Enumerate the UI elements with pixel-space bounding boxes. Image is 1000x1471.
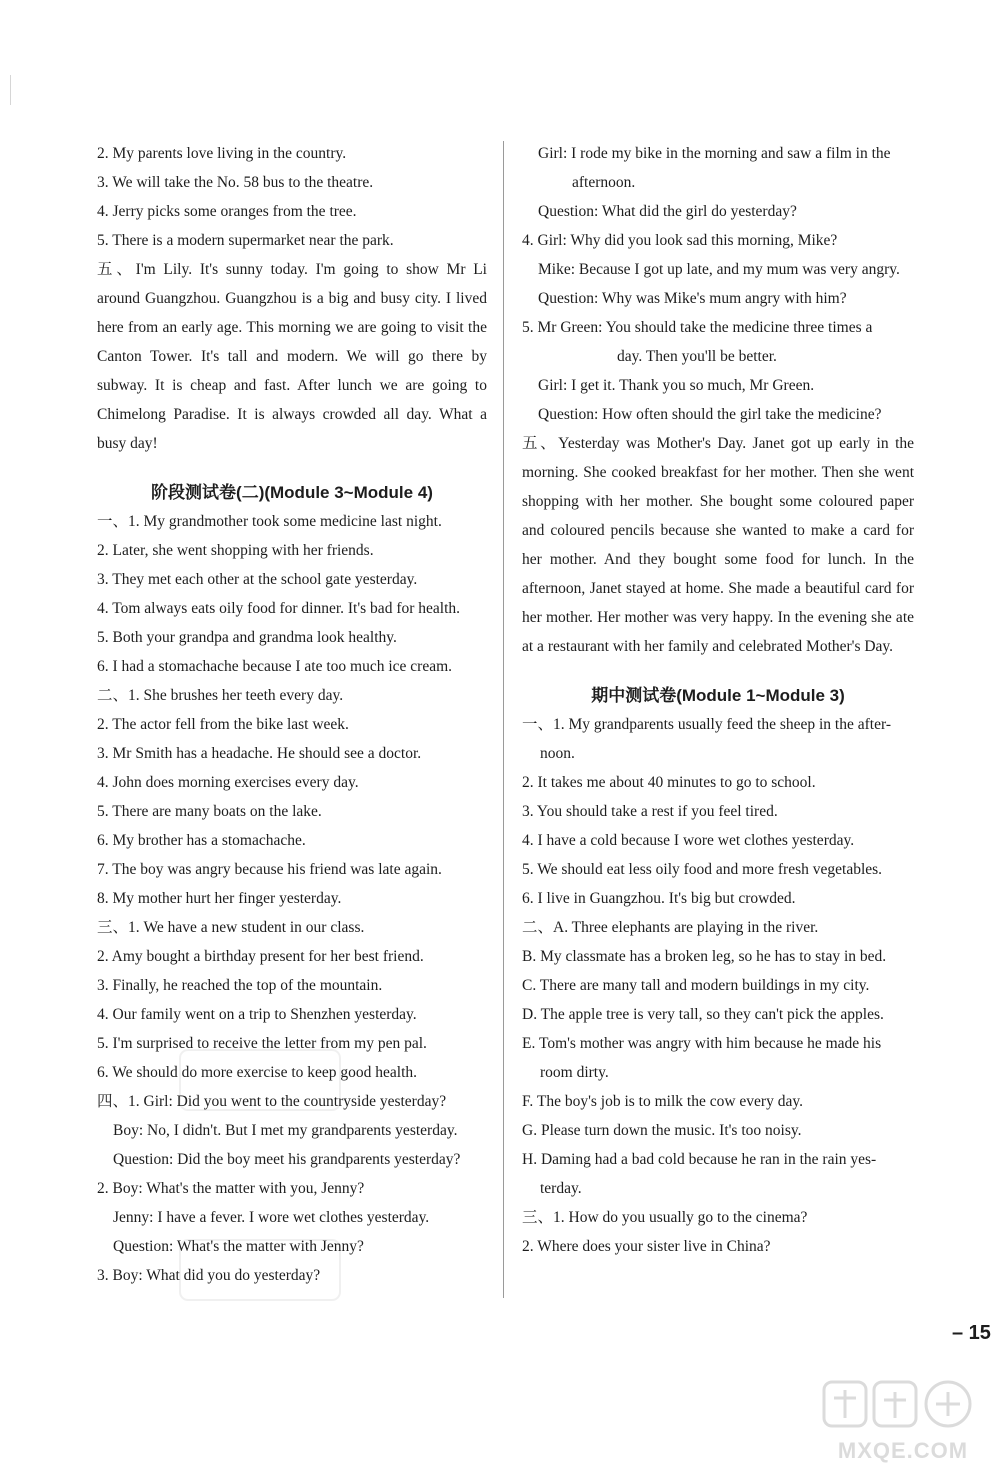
answer-line: Question: How often should the girl take the medicine?	[538, 406, 882, 423]
answer-line: 2. Where does your sister live in China?	[522, 1238, 771, 1255]
answer-line: Girl: I get it. Thank you so much, Mr Green.	[538, 377, 815, 394]
answer-line: 三、1. We have a new student in our class.	[97, 919, 365, 936]
answer-line: 5. There are many boats on the lake.	[97, 803, 322, 820]
answer-line: 3. You should take a rest if you feel tired.	[522, 803, 778, 820]
answer-line: 4. Tom always eats oily food for dinner. It's bad for health.	[97, 600, 461, 617]
answer-line: 2. Later, she went shopping with her friends.	[97, 542, 374, 559]
answer-line: day. Then you'll be better.	[617, 348, 777, 365]
answer-line: F. The boy's job is to milk the cow every day.	[522, 1093, 803, 1110]
answer-line: 一、1. My grandparents usually feed the sheep in the after-	[522, 716, 891, 733]
answer-line: Question: What did the girl do yesterday?	[538, 203, 797, 220]
answer-line: 6. I had a stomachache because I ate too much ice cream.	[97, 658, 453, 675]
answer-line: 2. The actor fell from the bike last week.	[97, 716, 349, 733]
answer-line: 5. Both your grandpa and grandma look healthy.	[97, 629, 397, 646]
answer-line: 二、A. Three elephants are playing in the river.	[522, 919, 819, 936]
site-logo-watermark	[818, 1378, 988, 1468]
column-divider	[503, 141, 504, 1298]
answer-line: 6. I live in Guangzhou. It's big but crowded.	[522, 890, 796, 907]
section-heading-midterm-test: 期中测试卷(Module 1~Module 3)	[591, 686, 845, 705]
answer-line: Question: Did the boy meet his grandparents yesterday?	[113, 1151, 461, 1168]
answer-line: Mike: Because I got up late, and my mum was very angry.	[538, 261, 900, 278]
answer-line: 3. Boy: What did you do yesterday?	[97, 1267, 321, 1284]
answer-line: room dirty.	[540, 1064, 609, 1081]
answer-line: Question: What's the matter with Jenny?	[113, 1238, 364, 1255]
answer-line: Girl: I rode my bike in the morning and saw a film in the	[538, 145, 891, 162]
answer-line: 3. Finally, he reached the top of the mountain.	[97, 977, 383, 994]
answer-line: 8. My mother hurt her finger yesterday.	[97, 890, 342, 907]
answer-line: terday.	[540, 1180, 582, 1197]
answer-line: 7. The boy was angry because his friend was late again.	[97, 861, 442, 878]
answer-line: H. Daming had a bad cold because he ran in the rain yes-	[522, 1151, 877, 1168]
answer-line: 5. Mr Green: You should take the medicine three times a	[522, 319, 873, 336]
answer-line: G. Please turn down the music. It's too noisy.	[522, 1122, 802, 1139]
answer-line: 6. My brother has a stomachache.	[97, 832, 306, 849]
answer-line: E. Tom's mother was angry with him because he made his	[522, 1035, 882, 1052]
answer-line: D. The apple tree is very tall, so they can't pick the apples.	[522, 1006, 884, 1023]
answer-line: 5. We should eat less oily food and more fresh vegetables.	[522, 861, 883, 878]
answer-line: 6. We should do more exercise to keep good health.	[97, 1064, 418, 1081]
page-number: – 15	[952, 1322, 991, 1344]
answer-line: 3. We will take the No. 58 bus to the theatre.	[97, 174, 374, 191]
right-column	[522, 139, 914, 1261]
answer-line: 三、1. How do you usually go to the cinema?	[522, 1209, 808, 1226]
answer-line: 4. I have a cold because I wore wet clothes yesterday.	[522, 832, 855, 849]
answer-line: 一、1. My grandmother took some medicine last night.	[97, 513, 442, 530]
answer-line: 4. John does morning exercises every day.	[97, 774, 359, 791]
section-five-passage: 五、I'm Lily. It's sunny today. I'm going to show Mr Li around Guangzhou. Guangzhou is a big and busy city. I lived here from an early age. This morning we are going to visit the Canton Tower. It's tall and modern. We will go there by subway. It is cheap and fast. After lunch we are going to Chimelong Paradise. It is always crowded all day. What a busy day!	[97, 261, 487, 452]
answer-line: 5. I'm surprised to receive the letter from my pen pal.	[97, 1035, 427, 1052]
answer-line: 2. Amy bought a birthday present for her best friend.	[97, 948, 424, 965]
answer-line: noon.	[540, 745, 575, 762]
answer-line: 3. They met each other at the school gate yesterday.	[97, 571, 418, 588]
answer-line: 5. There is a modern supermarket near the park.	[97, 232, 394, 249]
answer-line: 2. It takes me about 40 minutes to go to school.	[522, 774, 816, 791]
answer-line: 4. Our family went on a trip to Shenzhen yesterday.	[97, 1006, 417, 1023]
page-edge-mark	[10, 75, 11, 105]
answer-line: B. My classmate has a broken leg, so he has to stay in bed.	[522, 948, 887, 965]
watermark-site-text: MXQE.COM	[837, 1438, 969, 1463]
answer-line: Jenny: I have a fever. I wore wet clothes yesterday.	[113, 1209, 430, 1226]
faint-stamp-watermark	[160, 1040, 360, 1320]
answer-line: 4. Girl: Why did you look sad this morning, Mike?	[522, 232, 838, 249]
answer-line: 4. Jerry picks some oranges from the tree.	[97, 203, 357, 220]
section-heading-stage-test-2: 阶段测试卷(二)(Module 3~Module 4)	[151, 483, 433, 502]
answer-line: 3. Mr Smith has a headache. He should see a doctor.	[97, 745, 422, 762]
answer-line: 四、1. Girl: Did you went to the countryside yesterday?	[97, 1093, 447, 1110]
answer-line: C. There are many tall and modern buildings in my city.	[522, 977, 870, 994]
section-five-passage: 五、Yesterday was Mother's Day. Janet got up early in the morning. She cooked breakfast for her mother. Then she went shopping with her mother. She bought some coloured paper and coloured pencils because she wanted to make a card for her mother. And they bought some food for lunch. In the afternoon, Janet stayed at home. She made a beautiful card for her mother. Her mother was very happy. In the evening she ate at a restaurant with her family and celebrated Mother's Day.	[522, 435, 914, 655]
answer-line: 2. Boy: What's the matter with you, Jenny?	[97, 1180, 365, 1197]
answer-line: Question: Why was Mike's mum angry with him?	[538, 290, 847, 307]
answer-line: 2. My parents love living in the country.	[97, 145, 347, 162]
answer-line: afternoon.	[572, 174, 636, 191]
answer-line: Boy: No, I didn't. But I met my grandparents yesterday.	[113, 1122, 458, 1139]
answer-line: 二、1. She brushes her teeth every day.	[97, 687, 344, 704]
